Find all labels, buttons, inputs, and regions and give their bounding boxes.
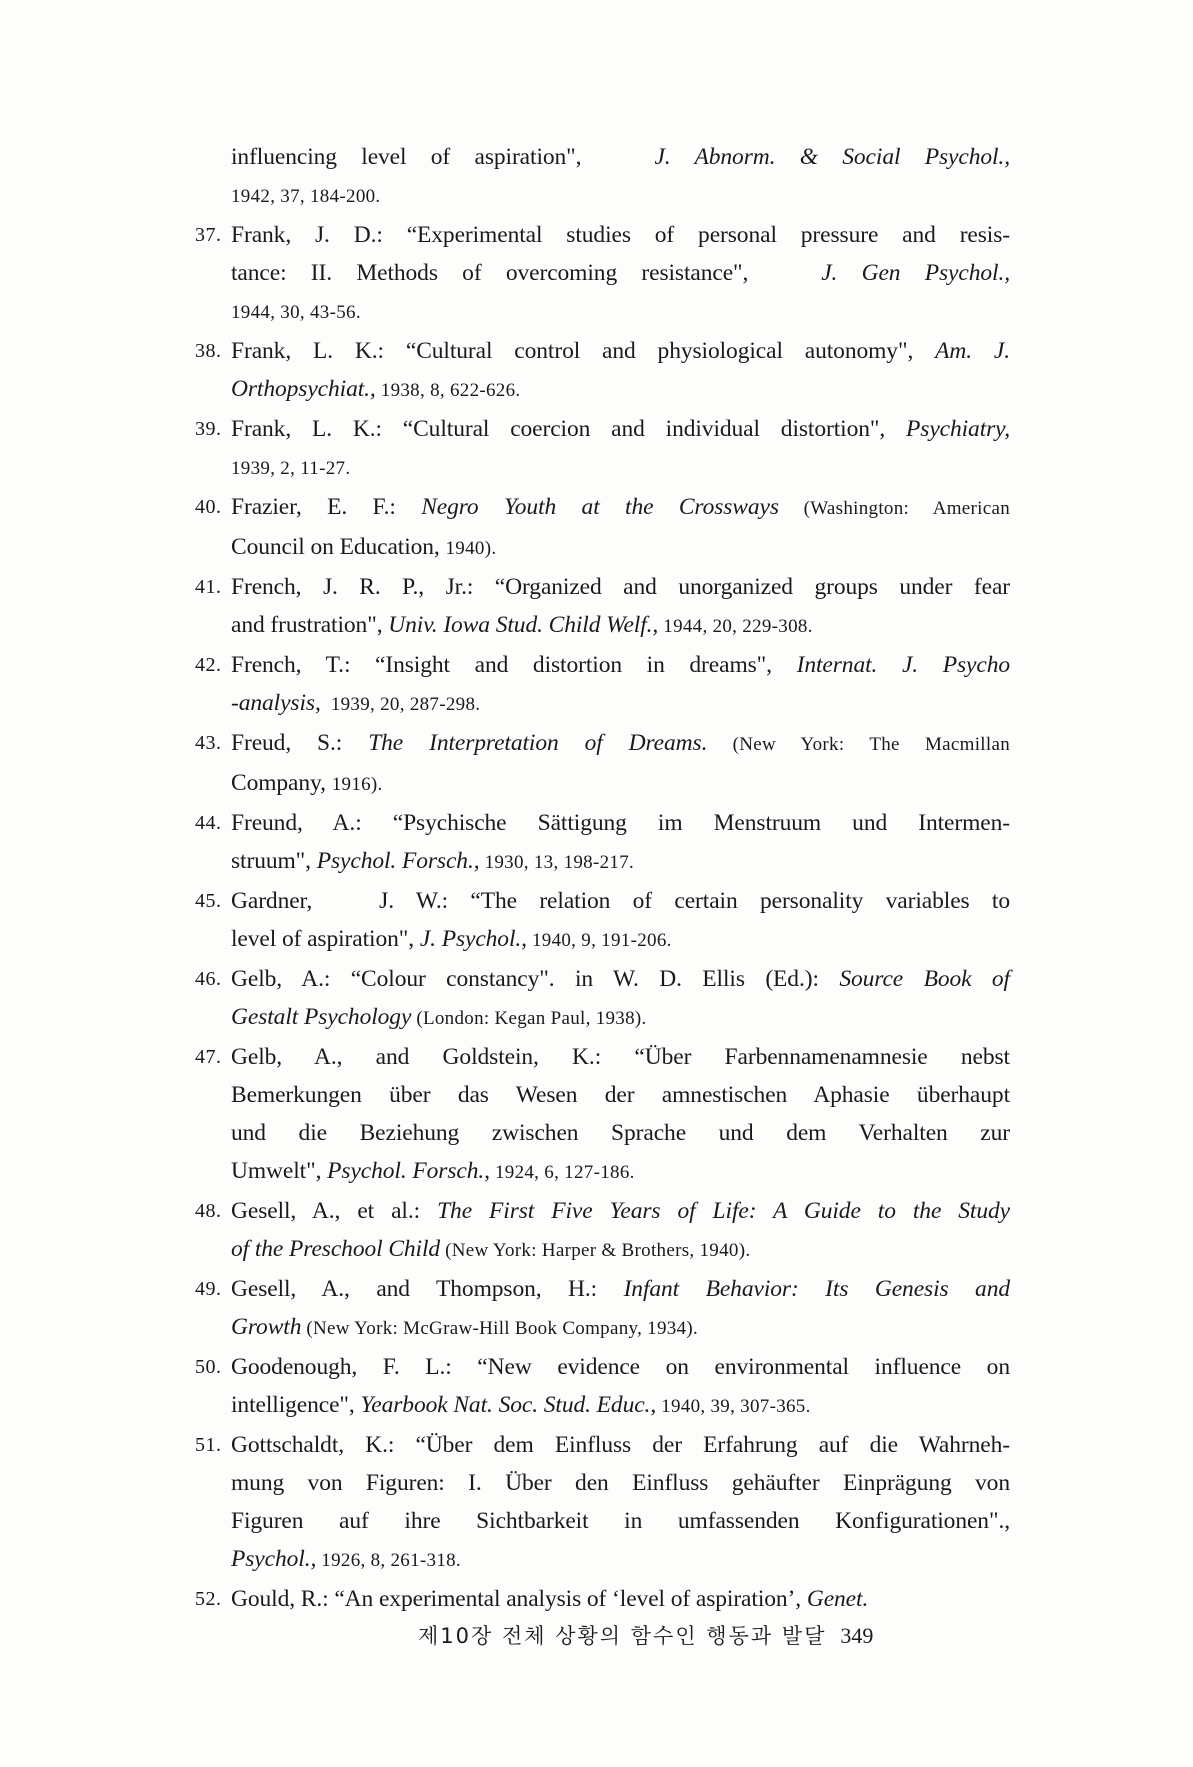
journal-or-title-italic: Psychol. Forsch., [327,1158,490,1184]
reference-line [231,568,1010,606]
reference-text: Bemerkungen über das Wesen der amnestischen Aphasie überhaupt [231,1082,1010,1108]
reference-line [231,1114,1010,1152]
reference-text: influencing level of aspiration", [231,144,655,170]
reference-entry [195,568,1010,646]
citation-details: 1926, 8, 261-318. [316,1550,461,1571]
reference-entry [195,724,1010,804]
reference-number: 43. [195,732,222,754]
reference-line [231,216,1010,254]
reference-text: Gardner, J. W.: “The relation of certain personality variables to [231,888,1010,914]
reference-entry [195,1580,1010,1618]
reference-number: 42. [195,654,222,676]
reference-entry [195,1038,1010,1192]
journal-or-title-italic: Gestalt Psychology [231,1004,412,1030]
reference-text: Gesell, A., and Thompson, H.: [231,1276,624,1302]
reference-number: 37. [195,224,222,246]
reference-line [231,1580,1010,1618]
reference-number: 44. [195,812,222,834]
reference-text: and frustration", [231,612,389,638]
reference-line [231,1502,1010,1540]
reference-text: Frank, L. K.: “Cultural control and physiological autonomy", [231,338,936,364]
reference-entry [195,804,1010,882]
reference-text: Gesell, A., et al.: [231,1198,438,1224]
reference-entry [195,1270,1010,1348]
journal-or-title-italic: J. Psychol., [419,926,527,952]
reference-text: Goodenough, F. L.: “New evidence on environmental influence on [231,1354,1010,1380]
citation-details: 1944, 30, 43-56. [231,302,361,323]
citation-details: 1916). [331,774,383,795]
reference-line [231,1348,1010,1386]
reference-line [231,606,1010,646]
reference-entry [195,646,1010,724]
reference-text: level of aspiration", [231,926,420,952]
reference-number: 50. [195,1356,222,1378]
reference-text: Gelb, A.: “Colour constancy". in W. D. Ellis (Ed.): [231,966,840,992]
reference-line [231,1426,1010,1464]
reference-text: Freund, A.: “Psychische Sättigung im Menstruum und Intermen- [231,810,1010,836]
reference-text: Frank, J. D.: “Experimental studies of personal pressure and resis- [231,222,1010,248]
citation-details: (New York: The Macmillan [707,734,1010,755]
citation-details: (London: Kegan Paul, 1938). [411,1008,647,1029]
reference-text: Frank, L. K.: “Cultural coercion and individual distortion", [231,416,907,442]
reference-line [231,684,1010,724]
citation-details: 1944, 20, 229-308. [658,616,813,637]
journal-or-title-italic: Psychol. Forsch., [316,848,480,874]
reference-line [231,1076,1010,1114]
reference-number: 40. [195,496,222,518]
reference-text: Freud, S.: [231,730,369,756]
reference-text: intelligence", [231,1392,361,1418]
reference-line [231,1308,1010,1348]
reference-line [231,1038,1010,1076]
reference-line [231,842,1010,882]
reference-entry [195,882,1010,960]
reference-text: French, J. R. P., Jr.: “Organized and unorganized groups under fear [231,574,1010,600]
reference-entry [195,1192,1010,1270]
citation-details: 1942, 37, 184-200. [231,186,381,207]
reference-entry [195,410,1010,488]
reference-number: 48. [195,1200,222,1222]
reference-line [231,724,1010,764]
reference-text: Council on Education, [231,534,446,560]
reference-line [231,960,1010,998]
citation-details: 1930, 13, 198-217. [479,852,635,873]
citation-details: 1940, 9, 191-206. [526,930,672,951]
citation-details: 1924, 6, 127-186. [489,1162,635,1183]
journal-or-title-italic: Infant Behavior: Its Genesis and [623,1276,1010,1302]
journal-or-title-italic: Internat. J. Psycho [796,652,1010,678]
reference-line [231,804,1010,842]
citation-details: (Washington: American [778,498,1011,519]
reference-number: 52. [195,1588,222,1610]
reference-line [231,1270,1010,1308]
journal-or-title-italic: The Interpretation of Dreams. [368,730,708,756]
journal-or-title-italic: of the Preschool Child [231,1236,441,1262]
reference-line [231,764,1010,804]
reference-line [231,254,1010,292]
reference-line [231,882,1010,920]
reference-line [231,1464,1010,1502]
reference-line [231,176,1010,216]
reference-text: Gottschaldt, K.: “Über dem Einfluss der Erfahrung auf die Wahrneh- [231,1432,1010,1458]
journal-or-title-italic: Psychol., [231,1546,317,1572]
citation-details: 1939, 2, 11-27. [231,458,351,479]
journal-or-title-italic: The First Five Years of Life: A Guide to the Study [437,1198,1010,1224]
reference-text: und die Beziehung zwischen Sprache und dem Verhalten zur [231,1120,1010,1146]
journal-or-title-italic: J. Abnorm. & Social Psychol., [654,144,1010,170]
journal-or-title-italic: -analysis, [231,690,321,716]
reference-text: Figuren auf ihre Sichtbarkeit in umfassenden Konfigurationen"., [231,1508,1010,1534]
reference-line [231,646,1010,684]
reference-entry [195,332,1010,410]
reference-number: 41. [195,576,222,598]
reference-line [231,1230,1010,1270]
journal-or-title-italic: Am. J. [935,338,1010,364]
journal-or-title-italic: Psychiatry, [906,416,1010,442]
journal-or-title-italic: Orthopsychiat., [231,376,376,402]
reference-line [231,528,1010,568]
reference-number: 45. [195,890,222,912]
citation-details: (New York: Harper & Brothers, 1940). [440,1240,751,1261]
reference-text: tance: II. Methods of overcoming resistance", [231,260,822,286]
reference-text: mung von Figuren: I. Über den Einfluss gehäufter Einprägung von [231,1470,1010,1496]
reference-text: Company, [231,770,332,796]
reference-entry [195,1426,1010,1580]
reference-entry [195,216,1010,332]
journal-or-title-italic: Genet. [806,1586,869,1612]
citation-details: 1938, 8, 622-626. [375,380,521,401]
reference-line [231,1152,1010,1192]
reference-text: French, T.: “Insight and distortion in dreams", [231,652,797,678]
journal-or-title-italic: Negro Youth at the Crossways [421,494,779,520]
citation-details: (New York: McGraw-Hill Book Company, 1934). [301,1318,699,1339]
reference-line [231,332,1010,370]
reference-line [231,998,1010,1038]
reference-line [231,1192,1010,1230]
reference-list [195,138,1010,1618]
reference-line [231,138,1010,176]
reference-text: struum", [231,848,317,874]
reference-entry [195,960,1010,1038]
running-footer [418,1620,873,1650]
reference-text: Gould, R.: “An experimental analysis of ‘level of aspiration’, [231,1586,807,1612]
reference-line [231,488,1010,528]
citation-details: 1939, 20, 287-298. [320,694,481,715]
reference-text: Umwelt", [231,1158,328,1184]
reference-entry [195,138,1010,216]
reference-number: 39. [195,418,222,440]
page-number: 349 [840,1623,874,1648]
reference-line [231,920,1010,960]
reference-number: 46. [195,968,222,990]
reference-line [231,292,1010,332]
chapter-title: 제10장 전체 상황의 함수인 행동과 발달 [418,1624,827,1648]
reference-line [231,1540,1010,1580]
reference-number: 51. [195,1434,222,1456]
reference-text: Frazier, E. F.: [231,494,422,520]
journal-or-title-italic: J. Gen Psychol., [821,260,1010,286]
journal-or-title-italic: Source Book of [839,966,1010,992]
citation-details: 1940). [445,538,497,559]
reference-line [231,410,1010,448]
journal-or-title-italic: Univ. Iowa Stud. Child Welf., [388,612,659,638]
reference-line [231,1386,1010,1426]
reference-text: Gelb, A., and Goldstein, K.: “Über Farbennamenamnesie nebst [231,1044,1010,1070]
journal-or-title-italic: Growth [231,1314,302,1340]
journal-or-title-italic: Yearbook Nat. Soc. Stud. Educ., [360,1392,657,1418]
reference-line [231,370,1010,410]
reference-entry [195,1348,1010,1426]
citation-details: 1940, 39, 307-365. [656,1396,811,1417]
reference-number: 47. [195,1046,222,1068]
reference-number: 38. [195,340,222,362]
reference-line [231,448,1010,488]
reference-entry [195,488,1010,568]
reference-number: 49. [195,1278,222,1300]
